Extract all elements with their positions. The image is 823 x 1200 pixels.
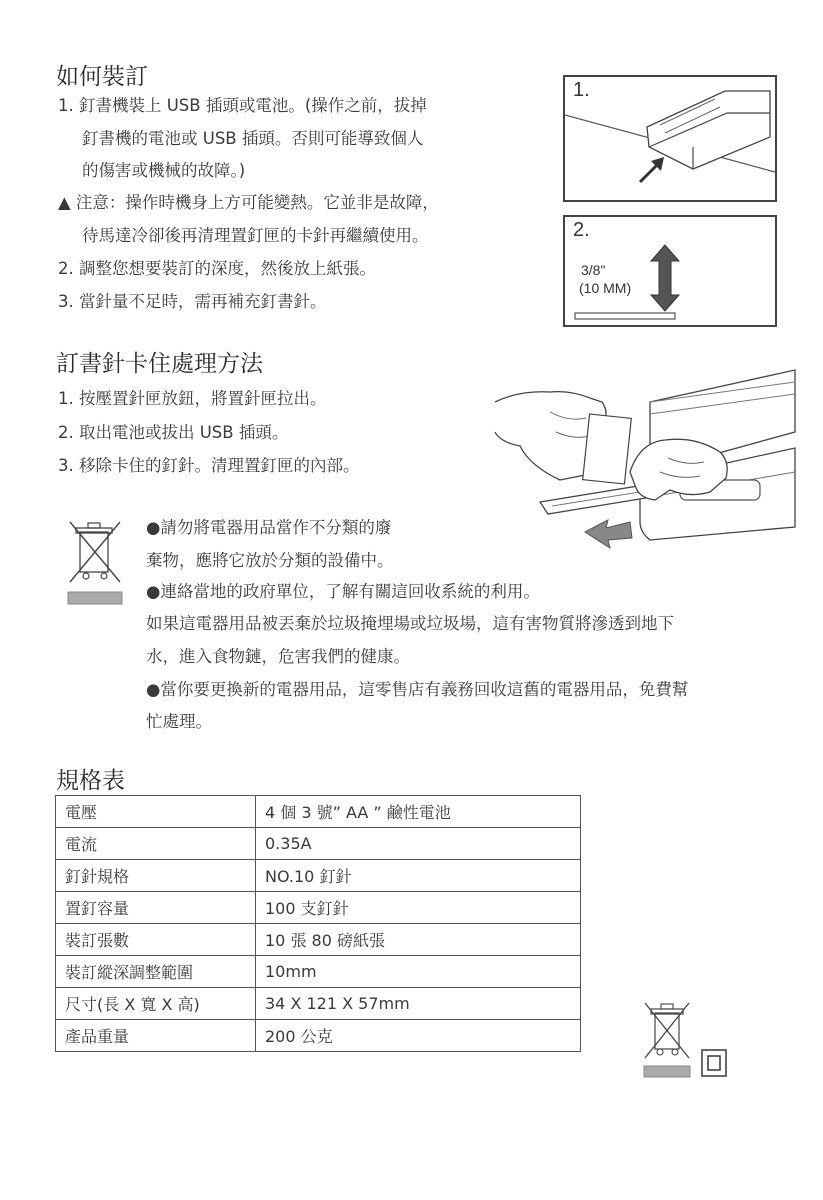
spec-value: NO.10 釘針: [256, 860, 581, 892]
table-row: [56, 892, 581, 924]
weee-bin-icon: [642, 1000, 692, 1080]
section-title-jam: 訂書針卡住處理方法: [56, 351, 263, 377]
spec-key: 置釘容量: [56, 892, 256, 924]
table-row: [56, 796, 581, 828]
recycling-line: ●請勿將電器用品當作不分類的廢: [146, 518, 392, 537]
depth-value: 3/8": [581, 262, 606, 278]
spec-key: 電壓: [56, 796, 256, 828]
figure-2-label: 2.: [573, 219, 590, 241]
table-row: [56, 1020, 581, 1052]
recycling-line: ●連絡當地的政府單位，了解有關這回收系統的利用。: [146, 582, 540, 601]
depth-value-mm: (10 MM): [579, 280, 632, 296]
table-row: [56, 956, 581, 988]
spec-key: 電流: [56, 828, 256, 860]
spec-value: 34 X 121 X 57mm: [256, 988, 581, 1020]
spec-value: 4 個 3 號” AA ” 鹼性電池: [256, 796, 581, 828]
instruction-line: 2. 調整您想要裝訂的深度，然後放上紙張。: [58, 259, 376, 278]
section-title-how-to-bind: 如何裝訂: [56, 64, 148, 90]
caution-line: ▲ 注意：操作時機身上方可能變熱。它並非是故障，: [58, 193, 439, 212]
spec-key: 裝訂張數: [56, 924, 256, 956]
stapler-insert-illustration: [565, 77, 775, 200]
spec-key: 釘針規格: [56, 860, 256, 892]
instruction-line: 1. 釘書機裝上 USB 插頭或電池。(操作之前，拔掉: [58, 96, 427, 115]
spec-table: [55, 795, 581, 1052]
spec-key: 裝訂縱深調整範圍: [56, 956, 256, 988]
spec-value: 0.35A: [256, 828, 581, 860]
spec-key: 尺寸(長 X 寬 X 高): [56, 988, 256, 1020]
jam-step: 2. 取出電池或拔出 USB 插頭。: [58, 423, 289, 442]
spec-value: 10 張 80 磅紙張: [256, 924, 581, 956]
table-row: [56, 988, 581, 1020]
spec-value: 10mm: [256, 956, 581, 988]
recycling-line: ●當你要更換新的電器用品，這零售店有義務回收這舊的電器用品，免費幫: [146, 680, 689, 699]
spec-value: 100 支釘針: [256, 892, 581, 924]
table-row: [56, 924, 581, 956]
jam-step: 1. 按壓置針匣放鈕，將置針匣拉出。: [58, 389, 327, 408]
jam-removal-illustration: [490, 362, 800, 558]
depth-arrow-icon: [565, 217, 775, 325]
recycling-line: 棄物，應將它放於分類的設備中。: [146, 551, 394, 570]
section-title-spec: 規格表: [56, 768, 125, 794]
table-row: [56, 828, 581, 860]
figure-1-label: 1.: [573, 79, 590, 101]
jam-step: 3. 移除卡住的釘針。清理置釘匣的內部。: [58, 456, 360, 475]
instruction-line: 3. 當針量不足時，需再補充釘書針。: [58, 292, 327, 311]
table-row: [56, 860, 581, 892]
figure-1: [563, 75, 777, 202]
figure-2: [563, 215, 777, 327]
caution-line: 待馬達冷卻後再清理置釘匣的卡針再繼續使用。: [82, 226, 429, 245]
recycling-line: 忙處理。: [146, 712, 212, 731]
spec-key: 產品重量: [56, 1020, 256, 1052]
recycling-line: 水，進入食物鏈，危害我們的健康。: [146, 647, 410, 666]
instruction-line: 的傷害或機械的故障。): [82, 161, 246, 180]
recycling-line: 如果這電器用品被丟棄於垃圾掩埋場或垃圾場，這有害物質將滲透到地下: [146, 614, 674, 633]
double-insulation-icon: [700, 1048, 728, 1078]
weee-bin-icon: [66, 518, 124, 608]
spec-value: 200 公克: [256, 1020, 581, 1052]
instruction-line: 釘書機的電池或 USB 插頭。否則可能導致個人: [82, 129, 424, 148]
